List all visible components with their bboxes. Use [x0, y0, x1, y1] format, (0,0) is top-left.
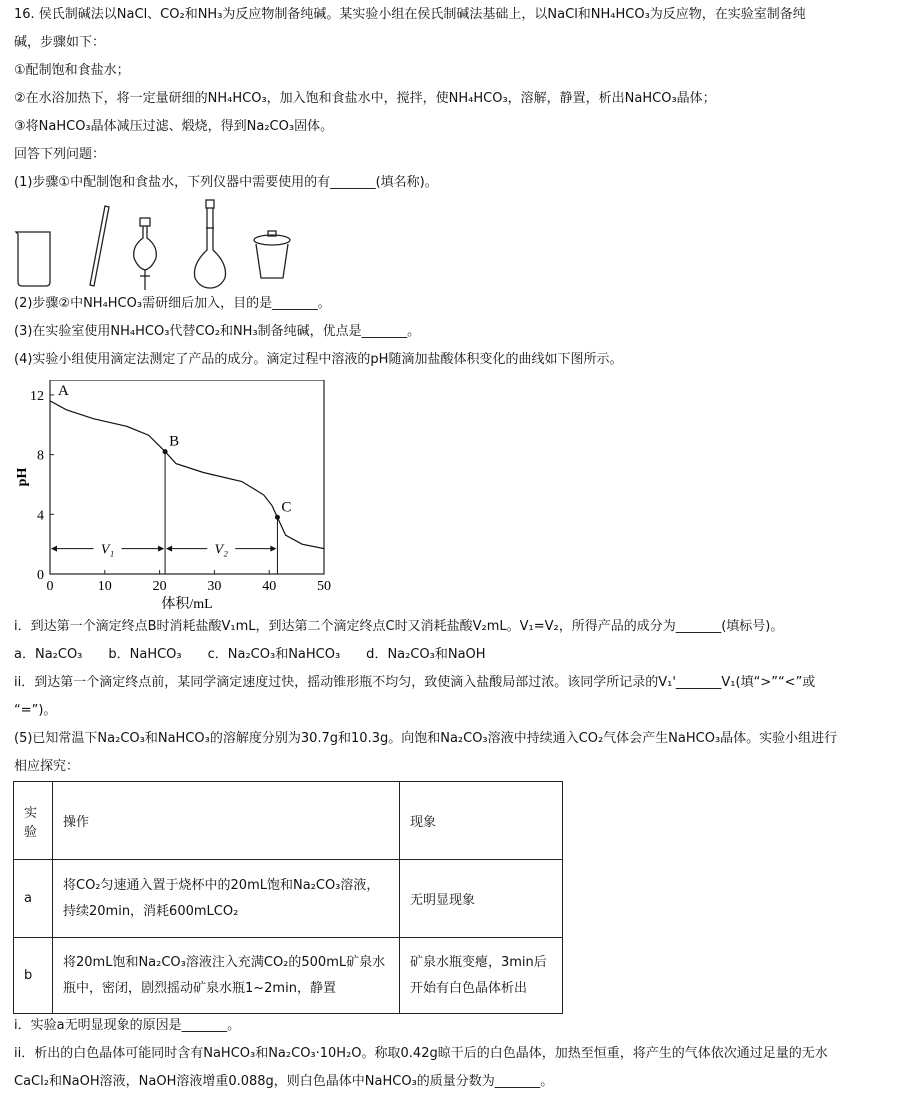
- y-tick-label: 12: [30, 388, 44, 404]
- y-tick-label: 8: [37, 448, 44, 464]
- text-line: ①配制饱和食盐水；: [14, 63, 130, 78]
- separatory-funnel-icon: [134, 218, 157, 290]
- crucible-icon: [254, 231, 290, 278]
- experiment-table: [13, 781, 563, 1014]
- point-C: [275, 515, 280, 520]
- header-exp: 实验: [14, 782, 53, 860]
- ph-curve: [50, 401, 324, 549]
- text-line: 碱，步骤如下：: [14, 35, 106, 50]
- header-op: 操作: [53, 782, 400, 860]
- glass-rod-icon: [90, 206, 109, 286]
- v1-label: V₁: [100, 542, 115, 558]
- row-a-op: 将CO₂匀速通入置于烧杯中的20mL饱和Na₂CO₃溶液，持续20min，消耗600mLCO₂: [53, 860, 400, 938]
- text-line: 回答下列问题：: [14, 147, 106, 162]
- header-phenomenon: 现象: [400, 782, 563, 860]
- text-line: ③将NaHCO₃晶体减压过滤、煅烧，得到Na₂CO₃固体。: [14, 119, 334, 134]
- text-line: (3)在实验室使用NH₄HCO₃代替CO₂和NH₃制备纯碱，优点是_______。: [14, 324, 421, 339]
- point-label-A: A: [58, 382, 69, 399]
- y-axis-label: pH: [15, 467, 30, 487]
- text-line: 16. 侯氏制碱法以NaCl、CO₂和NH₃为反应物制备纯碱。某实验小组在侯氏制碱法基础上，以NaCl和NH₄HCO₃为反应物，在实验室制备纯: [14, 7, 806, 22]
- x-tick-label: 20: [152, 579, 167, 594]
- text-line: (2)步骤②中NH₄HCO₃需研细后加入，目的是_______。: [14, 296, 331, 311]
- y-tick-label: 0: [37, 568, 44, 583]
- x-tick-label: 50: [317, 579, 331, 594]
- titration-chart: [8, 380, 353, 612]
- text-line: 相应探究：: [14, 759, 80, 774]
- apparatus-row: [10, 198, 310, 293]
- text-line: ii．到达第一个滴定终点前，某同学滴定速度过快，摇动锥形瓶不均匀，致使滴入盐酸局部过浓。该同学所记录的V₁'_______V₁(填“>”“<”或: [14, 675, 816, 690]
- row-a-id: a: [14, 860, 53, 938]
- x-axis-label: 体积/mL: [161, 597, 213, 612]
- point-label-C: C: [281, 499, 292, 516]
- text-line: a．Na₂CO₃ b．NaHCO₃ c．Na₂CO₃和NaHCO₃ d．Na₂CO₃和NaOH: [14, 647, 486, 662]
- text-line: (5)已知常温下Na₂CO₃和NaHCO₃的溶解度分别为30.7g和10.3g。向饱和Na₂CO₃溶液中持续通入CO₂气体会产生NaHCO₃晶体。实验小组进行: [14, 731, 838, 746]
- row-b-op: 将20mL饱和Na₂CO₃溶液注入充满CO₂的500mL矿泉水瓶中，密闭，剧烈摇动矿泉水瓶1~2min，静置: [53, 938, 400, 1014]
- v1-head-right: [158, 546, 164, 552]
- point-label-B: B: [169, 433, 180, 450]
- text-line: (1)步骤①中配制饱和食盐水，下列仪器中需要使用的有_______(填名称)。: [14, 175, 438, 190]
- text-line: “=”)。: [14, 703, 57, 718]
- text-line: CaCl₂和NaOH溶液，NaOH溶液增重0.088g，则白色晶体中NaHCO₃的质量分数为_______。: [14, 1074, 554, 1089]
- volumetric-flask-icon: [195, 200, 226, 288]
- beaker-icon: [16, 232, 50, 286]
- v2-head-right: [270, 546, 276, 552]
- text-line: ii．析出的白色晶体可能同时含有NaHCO₃和Na₂CO₃·10H₂O。称取0.42g晾干后的白色晶体，加热至恒重，将产生的气体依次通过足量的无水: [14, 1046, 828, 1061]
- text-line: (4)实验小组使用滴定法测定了产品的成分。滴定过程中溶液的pH随滴加盐酸体积变化的曲线如下图所示。: [14, 352, 623, 367]
- text-line: ②在水浴加热下，将一定量研细的NH₄HCO₃，加入饱和食盐水中，搅拌，使NH₄HCO₃，溶解，静置，析出NaHCO₃晶体；: [14, 91, 716, 106]
- y-tick-label: 4: [37, 508, 44, 524]
- v2-head-left: [166, 546, 172, 552]
- x-tick-label: 10: [97, 579, 112, 594]
- x-tick-label: 40: [262, 579, 277, 594]
- v2-label: V₂: [214, 542, 228, 558]
- v1-head-left: [51, 546, 57, 552]
- x-tick-label: 0: [46, 579, 54, 594]
- row-b-phen: 矿泉水瓶变瘪，3min后开始有白色晶体析出: [400, 938, 563, 1014]
- text-line: i．实验a无明显现象的原因是_______。: [14, 1018, 241, 1033]
- row-a-phen: 无明显现象: [400, 860, 563, 938]
- x-tick-label: 30: [207, 579, 222, 594]
- text-line: i．到达第一个滴定终点B时消耗盐酸V₁mL，到达第二个滴定终点C时又消耗盐酸V₂mL。V₁=V₂，所得产品的成分为_______(填标号)。: [14, 619, 784, 634]
- point-B: [163, 449, 168, 454]
- plot-frame: [50, 380, 324, 574]
- row-b-id: b: [14, 938, 53, 1014]
